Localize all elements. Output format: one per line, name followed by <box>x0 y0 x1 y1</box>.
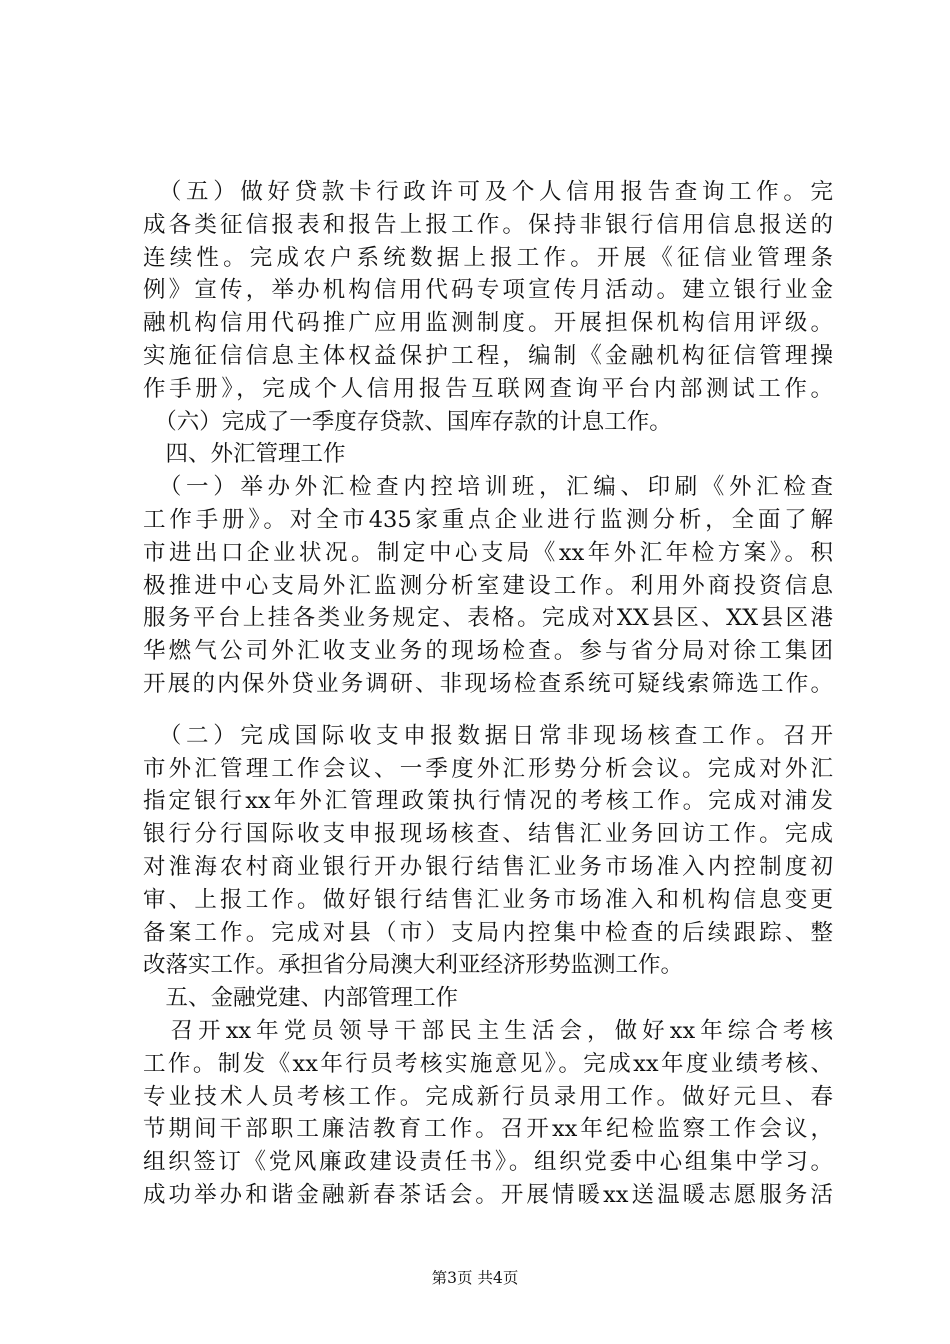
document-body <box>143 176 833 1212</box>
text-line: 实施征信信息主体权益保护工程，编制《金融机构征信管理操 <box>143 342 833 369</box>
paragraph-gap <box>143 701 833 720</box>
text-line: （六）完成了一季度存贷款、国库存款的计息工作。 <box>143 408 672 435</box>
text-line: 工作手册》。对全市435家重点企业进行监测分析，全面了解 <box>143 506 833 533</box>
text-line: 对淮海农村商业银行开办银行结售汇业务市场准入内控制度初 <box>143 853 833 880</box>
text-line: 成功举办和谐金融新春茶话会。开展情暖xx送温暖志愿服务活 <box>143 1181 833 1208</box>
text-line: 指定银行xx年外汇管理政策执行情况的考核工作。完成对浦发 <box>143 788 833 815</box>
text-line: 连续性。完成农户系统数据上报工作。开展《征信业管理条 <box>143 244 833 271</box>
text-line: 五、金融党建、内部管理工作 <box>143 985 459 1012</box>
text-line: 极推进中心支局外汇监测分析室建设工作。利用外商投资信息 <box>143 572 833 599</box>
text-line: 服务平台上挂各类业务规定、表格。完成对XX县区、XX县区港 <box>143 605 833 632</box>
text-line: 节期间干部职工廉洁教育工作。召开xx年纪检监察工作会议， <box>143 1116 833 1143</box>
text-line: （二）完成国际收支申报数据日常非现场核查工作。召开 <box>143 722 833 749</box>
text-line: 融机构信用代码推广应用监测制度。开展担保机构信用评级。 <box>143 310 833 337</box>
text-line: 改落实工作。承担省分局澳大利亚经济形势监测工作。 <box>143 952 684 979</box>
text-line: （一）举办外汇检查内控培训班，汇编、印刷《外汇检查 <box>143 474 833 501</box>
text-line: 开展的内保外贷业务调研、非现场检查系统可疑线索筛选工作。 <box>143 670 833 697</box>
text-line: 华燃气公司外汇收支业务的现场检查。参与省分局对徐工集团 <box>143 638 833 665</box>
text-line: 市外汇管理工作会议、一季度外汇形势分析会议。完成对外汇 <box>143 755 833 782</box>
text-line: 备案工作。完成对县（市）支局内控集中检查的后续跟踪、整 <box>143 919 833 946</box>
text-line: 审、上报工作。做好银行结售汇业务市场准入和机构信息变更 <box>143 886 833 913</box>
text-line: 作手册》，完成个人信用报告互联网查询平台内部测试工作。 <box>143 375 833 402</box>
text-line: 召开xx年党员领导干部民主生活会，做好xx年综合考核 <box>143 1017 833 1044</box>
text-line: 例》宣传，举办机构信用代码专项宣传月活动。建立银行业金 <box>143 277 833 304</box>
text-line: 成各类征信报表和报告上报工作。保持非银行信用信息报送的 <box>143 211 833 238</box>
page-footer: 第3页 共4页 <box>431 1269 519 1287</box>
text-line: 银行分行国际收支申报现场核查、结售汇业务回访工作。完成 <box>143 821 833 848</box>
text-line: 市进出口企业状况。制定中心支局《xx年外汇年检方案》。积 <box>143 539 833 566</box>
text-line: （五）做好贷款卡行政许可及个人信用报告查询工作。完 <box>143 179 833 205</box>
text-line: 组织签订《党风廉政建设责任书》。组织党委中心组集中学习。 <box>143 1149 833 1176</box>
text-line: 四、外汇管理工作 <box>143 441 346 468</box>
text-line: 专业技术人员考核工作。完成新行员录用工作。做好元旦、春 <box>143 1083 833 1110</box>
text-line: 工作。制发《xx年行员考核实施意见》。完成xx年度业绩考核、 <box>143 1050 833 1077</box>
